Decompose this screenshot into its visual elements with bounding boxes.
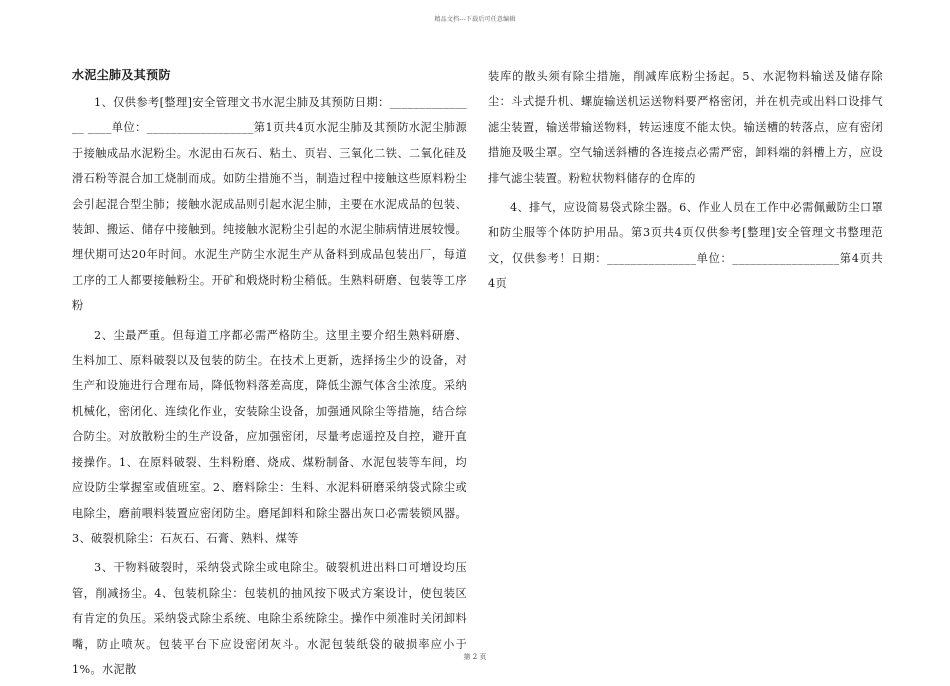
page-number: 第 2 页 [463,653,487,661]
paragraph-2: 2、尘最严重。但每道工序都必需严格防尘。这里主要介绍生熟料研磨、生料加工、原料破裂以及包装的防尘。在技术上更新，选择扬尘少的设备，对生产和设施进行合理布局，降低物料落差高度，降低尘源气体含尘浓度。采纳机械化，密闭化、连续化作业，安装除尘设备，加强通风除尘等措施，结合综合防尘。对放散粉尘的生产设备，应加强密闭，尽量考虑遥控及自控，避开直接操作。1、在原料破裂、生料粉磨、烧成、煤粉制备、水泥包装等车间，均应设防尘掌握室或值班室。2、磨料除尘：生料、水泥料研磨采纳袋式除尘或电除尘，磨前喂料装置应密闭防尘。磨尾卸料和除尘器出灰口必需装锁风器。3、破裂机除尘：石灰石、石膏、熟料、煤等 [72,328,467,545]
header-note: 精品文档---下载后可任意编辑 [434,16,516,23]
left-column [72,64,467,686]
right-column [488,64,883,301]
paragraph-5: 4、排气，应设简易袋式除尘器。6、作业人员在工作中必需佩戴防尘口罩和防尘服等个体防护用品。第3页共4页仅供参考[整理]安全管理文书整理范文，仅供参考！日期：_______________单位：__________________第4页共4页 [488,201,883,291]
paragraph-3: 3、干物料破裂时，采纳袋式除尘或电除尘。破裂机进出料口可增设均压管，削减扬尘。4、包装机除尘：包装机的抽风按下吸式方案设计，使包装区有肯定的负压。采纳袋式除尘系统、电除尘系统除尘。操作中须准时关闭卸料嘴，防止喷灰。包装平台下应设密闭灰斗。水泥包装纸袋的破损率应小于1%。水泥散 [72,561,467,676]
paragraph-1: 1、仅供参考[整理]安全管理文书水泥尘肺及其预防日期：_______________ ____单位：__________________第1页共4页水泥尘肺及其预防水泥尘肺源于接触成品水泥粉尘。水泥由石灰石、粘土、页岩、三氧化二铁、二氧化硅及滑石粉等混合加工烧制而成。如防尘措施不当，制造过程中接触这些原料粉尘会引起混合型尘肺；接触水泥成品则引起水泥尘肺，主要在水泥成品的包装、装卸、搬运、储存中接触到。纯接触水泥粉尘引起的水泥尘肺病情进展较慢。埋伏期可达20年时间。水泥生产防尘水泥生产从备料到成品包装出厂，每道工序的工人都要接触粉尘。开矿和煅烧时粉尘稍低。生熟料研磨、包装等工序粉 [72,96,467,313]
document-title: 水泥尘肺及其预防 [72,68,171,82]
paragraph-4: 装库的散头须有除尘措施，削减库底粉尘扬起。5、水泥物料输送及储存除尘：斗式提升机、螺旋输送机运送物料要严格密闭，并在机壳或出料口设排气滤尘装置，输送带输送物料，转运速度不能太快。输送槽的转落点，应有密闭措施及吸尘罩。空气输送斜槽的各连接点必需严密，卸料端的斜槽上方，应设排气滤尘装置。粉粒状物料储存的仓库的 [488,70,883,185]
